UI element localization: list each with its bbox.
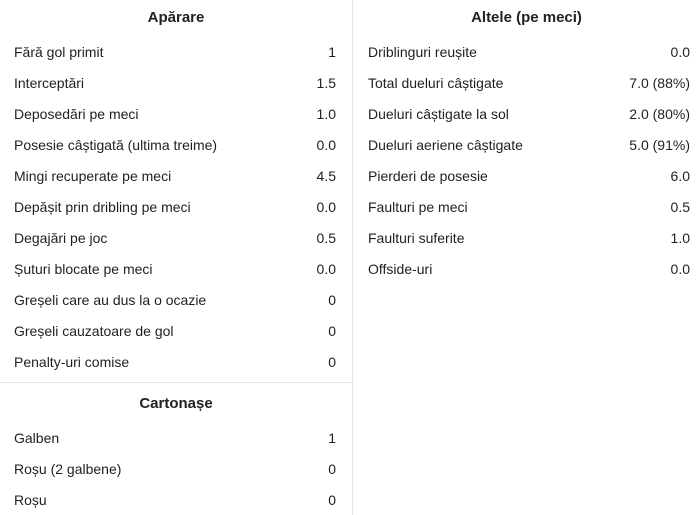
stat-value: 0: [328, 460, 336, 477]
section-divider: [0, 382, 352, 383]
stat-value: 1.5: [316, 74, 336, 91]
stat-row: [0, 484, 352, 515]
stat-row: [0, 98, 352, 129]
stat-row: [0, 422, 352, 453]
stat-label: Pierderi de posesie: [368, 167, 488, 184]
stat-label: Dueluri aeriene câștigate: [368, 136, 523, 153]
stat-row: [353, 98, 700, 129]
stat-value: 0.5: [670, 198, 690, 215]
stat-value: 7.0 (88%): [629, 74, 690, 91]
defense-section: [0, 0, 352, 377]
stat-label: Degajări pe joc: [14, 229, 108, 246]
other-title: Altele (pe meci): [471, 9, 582, 26]
stat-row: [0, 67, 352, 98]
stat-label: Greșeli care au dus la o ocazie: [14, 291, 207, 308]
stat-label: Fără gol primit: [14, 43, 104, 60]
stat-label: Total dueluri câștigate: [368, 74, 504, 91]
stat-value: 1: [328, 429, 336, 446]
stat-value: 0: [328, 491, 336, 508]
stat-label: Interceptări: [14, 74, 85, 91]
stat-row: [0, 315, 352, 346]
stat-row: [0, 36, 352, 67]
stat-value: 1: [328, 43, 336, 60]
stat-label: Depășit prin dribling pe meci: [14, 198, 191, 215]
stat-value: 0.0: [670, 43, 690, 60]
stat-value: 6.0: [670, 167, 690, 184]
stat-label: Deposedări pe meci: [14, 105, 139, 122]
stat-row: [0, 129, 352, 160]
stat-value: 1.0: [316, 105, 336, 122]
stat-label: Galben: [14, 429, 60, 446]
stat-row: [0, 222, 352, 253]
stat-row: [353, 191, 700, 222]
stat-label: Posesie câștigată (ultima treime): [14, 136, 218, 153]
stat-label: Driblinguri reușite: [368, 43, 477, 60]
stat-label: Șuturi blocate pe meci: [14, 260, 153, 277]
stat-value: 0.0: [670, 260, 690, 277]
defense-title: Apărare: [147, 9, 205, 26]
stat-row: [353, 129, 700, 160]
other-section: [353, 0, 700, 284]
stat-row: [0, 253, 352, 284]
stat-value: 0: [328, 353, 336, 370]
stat-value: 0: [328, 291, 336, 308]
stat-value: 4.5: [316, 167, 336, 184]
stat-label: Penalty-uri comise: [14, 353, 130, 370]
stat-row: [353, 36, 700, 67]
stat-label: Faulturi pe meci: [368, 198, 468, 215]
stat-label: Greșeli cauzatoare de gol: [14, 322, 174, 339]
stat-value: 0.5: [316, 229, 336, 246]
stat-row: [353, 253, 700, 284]
cards-title: Cartonașe: [139, 395, 213, 412]
stat-row: [0, 284, 352, 315]
stat-value: 0: [328, 322, 336, 339]
stat-value: 1.0: [670, 229, 690, 246]
stat-row: [353, 67, 700, 98]
stat-value: 5.0 (91%): [629, 136, 690, 153]
stat-label: Faulturi suferite: [368, 229, 465, 246]
stat-row: [0, 160, 352, 191]
stat-row: [0, 453, 352, 484]
stat-value: 0.0: [316, 136, 336, 153]
stat-row: [0, 346, 352, 377]
stat-label: Mingi recuperate pe meci: [14, 167, 172, 184]
stat-label: Roșu (2 galbene): [14, 460, 122, 477]
stat-row: [353, 222, 700, 253]
stat-value: 0.0: [316, 260, 336, 277]
stat-row: [0, 191, 352, 222]
cards-section: [0, 386, 352, 515]
stat-value: 0.0: [316, 198, 336, 215]
stat-label: Offside-uri: [368, 260, 433, 277]
stat-row: [353, 160, 700, 191]
stat-label: Dueluri câștigate la sol: [368, 105, 509, 122]
stat-value: 2.0 (80%): [629, 105, 690, 122]
stat-label: Roșu: [14, 491, 47, 508]
